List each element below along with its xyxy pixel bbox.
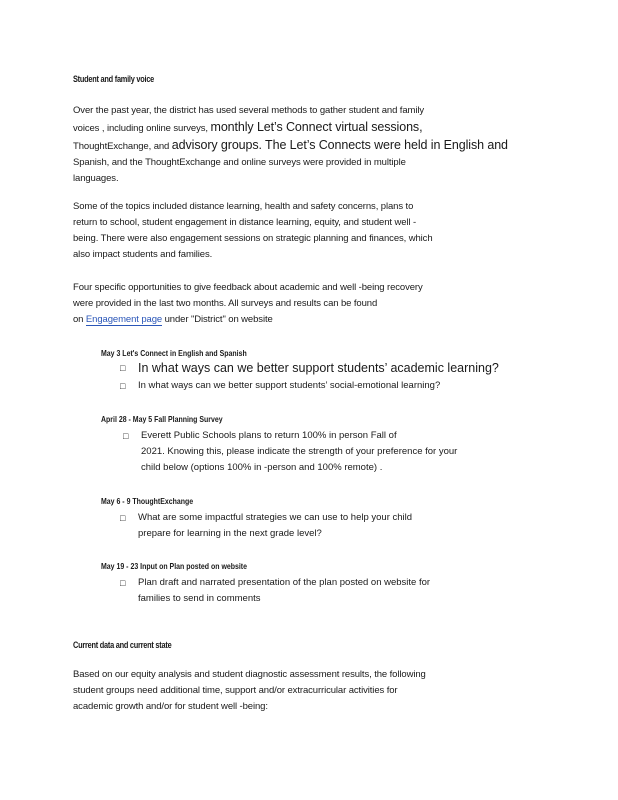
list-item: □ Plan draft and narrated presentation of the plan posted on website for families to send in comments (120, 577, 431, 604)
item-title-plan-input: May 19 - 23 Input on Plan posted on website (101, 561, 248, 571)
item-title-lets-connect: May 3 Let's Connect in English and Spanish (101, 348, 247, 358)
checkbox-bullet-icon: □ (123, 431, 129, 441)
list-item: □ In what ways can we better support students’ social-emotional learning? (138, 378, 440, 394)
paragraph-opportunities (73, 280, 543, 328)
text-line: return to school, student engagement in distance learning, equity, and student well - (73, 217, 417, 228)
section-heading-current-data: Current data and current state (73, 640, 172, 650)
text-line: also impact students and families. (73, 249, 213, 260)
text-line: Four specific opportunities to give feedback about academic and well -being recovery (73, 282, 423, 293)
paragraph-topics (73, 199, 543, 263)
paragraph-equity-analysis (73, 667, 543, 715)
text-line: voices , including online surveys, monthly Let’s Connect virtual sessions, (73, 120, 423, 134)
text-line: Based on our equity analysis and student diagnostic assessment results, the following (73, 669, 426, 680)
list-item: □ What are some impactful strategies we can use to help your child prepare for learning in the next grade level? (120, 512, 413, 539)
paragraph-methods (73, 103, 543, 187)
text-line: Spanish, and the ThoughtExchange and online surveys were provided in multiple (73, 157, 406, 168)
checkbox-bullet-icon: □ (120, 363, 126, 373)
text-line: academic growth and/or for student well -being: (73, 701, 268, 712)
text-line: Over the past year, the district has used several methods to gather student and family (73, 105, 425, 116)
text-line: on Engagement page under "District" on website (73, 314, 273, 325)
list-item: □ In what ways can we better support students’ academic learning? (120, 361, 499, 375)
checkbox-bullet-icon: □ (120, 578, 126, 588)
text-line: languages. (73, 173, 119, 184)
checkbox-bullet-icon: □ (120, 381, 126, 391)
text-line: student groups need additional time, support and/or extracurricular activities for (73, 685, 398, 696)
text-line: Some of the topics included distance learning, health and safety concerns, plans to (73, 201, 414, 212)
section-heading-voice: Student and family voice (73, 74, 155, 84)
text-line: were provided in the last two months. All surveys and results can be found (73, 298, 378, 309)
item-title-thoughtexchange: May 6 - 9 ThoughtExchange (101, 496, 194, 506)
item-title-fall-survey: April 28 - May 5 Fall Planning Survey (101, 414, 223, 424)
checkbox-bullet-icon: □ (120, 513, 126, 523)
list-item: □ Everett Public Schools plans to return 100% in person Fall of 2021. Knowing this, please indicate the strength of your preference for your child below (options 100% in -person and 100% remote) . (123, 430, 458, 473)
engagement-page-link[interactable]: Engagement page (85, 314, 163, 325)
text-line: being. There were also engagement sessions on strategic planning and finances, which (73, 233, 433, 244)
text-line: ThoughtExchange, and advisory groups. The Let’s Connects were held in English and (73, 138, 508, 152)
